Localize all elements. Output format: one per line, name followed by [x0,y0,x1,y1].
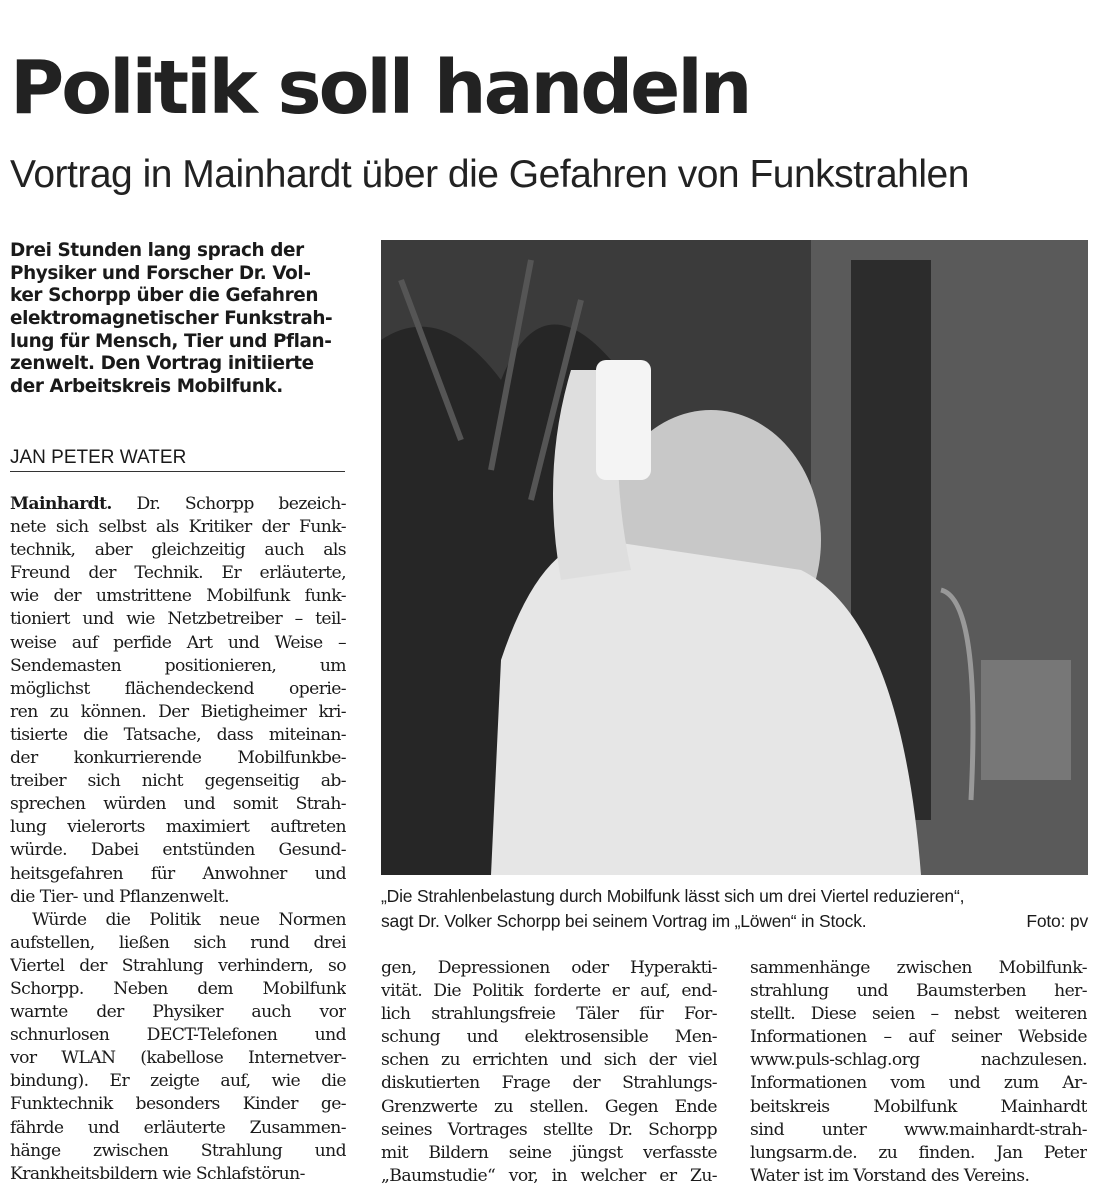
text-line: stellt. Diese seien – nebst weiteren [750,1004,1087,1025]
text-line: der konkurrierende Mobilfunkbe- [10,748,346,769]
photo-illustration [381,240,1088,875]
text-line: aufstellen, ließen sich rund drei [10,932,346,953]
text-line: ren zu können. Der Bietigheimer kri- [10,701,346,722]
text-line: Krankheitsbildern wie Schlafstörun- [10,1163,305,1184]
text-line: vität. Die Politik forderte er auf, end- [381,981,717,1002]
text-line: sprechen würden und somit Strah- [10,794,346,815]
text-line: wie der umstrittene Mobilfunk funk- [10,586,346,607]
text-line: lich strahlungsfreie Täler für For- [381,1004,717,1025]
text-line: hänge zwischen Strahlung und [10,1140,346,1161]
subheadline: Vortrag in Mainhardt über die Gefahren von Funkstrahlen [10,153,969,196]
text-line: Schorpp. Neben dem Mobilfunk [10,978,346,999]
text-line: warnte der Physiker auch vor [10,1002,346,1023]
headline: Politik soll handeln [10,45,750,131]
text-line: mit Bildern seine jüngst verfasste [381,1142,717,1163]
text-line: gen, Depressionen oder Hyperakti- [381,958,717,978]
photo-caption [381,884,1088,934]
text-line: tisierte die Tatsache, dass miteinan- [10,724,346,745]
lead-paragraph [10,240,345,399]
text-line: Physiker und Forscher Dr. Vol- [10,262,311,284]
text-line: ker Schorpp über die Gefahren [10,285,319,307]
text-line-content: Dr. Schorpp bezeich- [111,494,346,514]
text-line: beitskreis Mobilfunk Mainhardt [750,1096,1087,1117]
text-line: elektromagnetischer Funkstrah- [10,308,333,330]
text-line: „Baumstudie“ vor, in welcher er Zu- [381,1165,717,1186]
text-line: schen zu errichten und sich der viel [381,1050,717,1071]
text-line: heitsgefahren für Anwohner und [10,863,346,884]
caption-line: „Die Strahlenbelastung durch Mobilfunk lässt sich um drei Viertel reduzieren“, [381,886,965,906]
text-line: vor WLAN (kabellose Internetver- [10,1048,346,1069]
text-line [10,493,346,516]
text-line: sammenhänge zwischen Mobilfunk- [750,958,1087,978]
text-line: Informationen – auf seiner Webside [750,1027,1087,1048]
text-line: zenwelt. Den Vortrag initiierte [10,353,314,375]
dateline: Mainhardt. [10,494,112,514]
text-line: lung vielerorts maximiert auftreten [10,817,346,838]
text-line: weise auf perfide Art und Weise – [10,632,346,653]
text-line: fährde und erläuterte Zusammen- [10,1117,346,1138]
text-line: schung und elektrosensible Men- [381,1027,717,1048]
text-line: treiber sich nicht gegenseitig ab- [10,771,346,792]
text-line: sind unter www.mainhardt-strah- [750,1119,1087,1140]
text-line: möglichst flächendeckend operie- [10,678,346,699]
text-line: der Arbeitskreis Mobilfunk. [10,376,283,398]
article-photo [381,240,1088,875]
text-line: nete sich selbst als Kritiker der Funk- [10,517,346,538]
text-line: Funktechnik besonders Kinder ge- [10,1094,346,1115]
text-line: Water ist im Vorstand des Vereins. [750,1165,1030,1186]
text-line: www.puls-schlag.org nachzulesen. [750,1050,1087,1071]
text-line: Freund der Technik. Er erläuterte, [10,563,346,584]
text-line: diskutierten Frage der Strahlungs- [381,1073,717,1094]
text-line: Grenzwerte zu stellen. Gegen Ende [381,1096,717,1117]
text-line: Sendemasten positionieren, um [10,655,346,676]
text-line: Viertel der Strahlung verhindern, so [10,955,346,976]
text-line: die Tier- und Pflanzenwelt. [10,886,229,907]
text-line: würde. Dabei entstünden Gesund- [10,840,346,861]
text-line: lungsarm.de. zu finden. Jan Peter [750,1142,1087,1163]
text-line: Würde die Politik neue Normen [32,909,346,930]
body-column-1 [10,493,346,1186]
body-column-3 [750,957,1087,1188]
text-line: Drei Stunden lang sprach der [10,240,304,261]
text-line: strahlung und Baumsterben her- [750,981,1087,1002]
photo-credit: Foto: pv [1026,911,1088,931]
text-line: tioniert und wie Netzbetreiber – teil- [10,609,346,630]
text-line: technik, aber gleichzeitig auch als [10,540,346,561]
text-line: seines Vortrages stellte Dr. Schorpp [381,1119,717,1140]
text-line: schnurlosen DECT-Telefonen und [10,1025,346,1046]
caption-line: sagt Dr. Volker Schorpp bei seinem Vortrag im „Löwen“ in Stock. [381,911,867,931]
text-line: Informationen vom und zum Ar- [750,1073,1087,1094]
text-line: lung für Mensch, Tier und Pflan- [10,330,332,352]
body-column-2 [381,957,717,1188]
byline: JAN PETER WATER [10,446,345,472]
text-line: bindung). Er zeigte auf, wie die [10,1071,346,1092]
